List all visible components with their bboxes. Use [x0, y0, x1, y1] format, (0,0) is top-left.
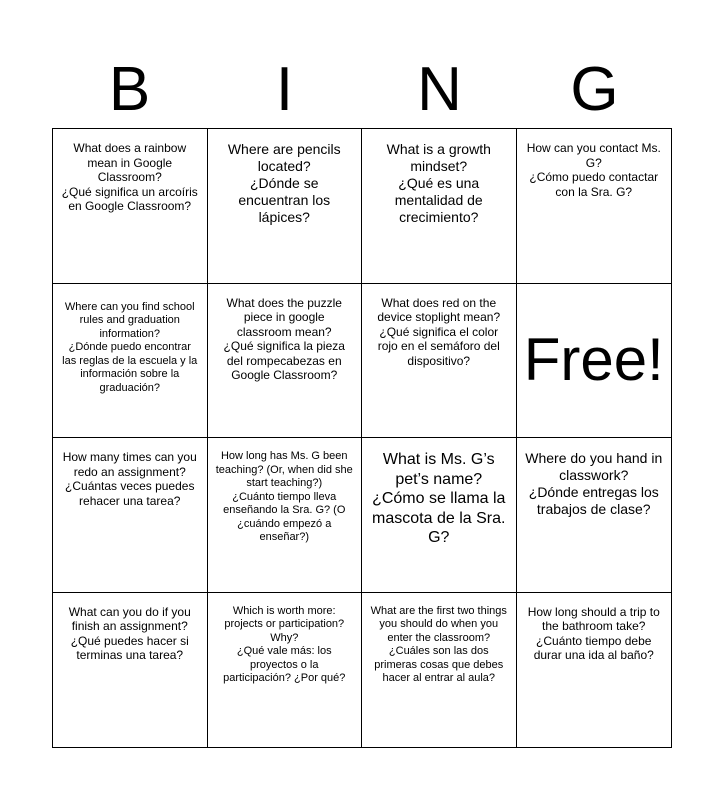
- bingo-cell[interactable]: What can you do if you finish an assignment? ¿Qué puedes hacer si terminas una tarea?: [53, 593, 208, 748]
- bingo-grid: [52, 128, 672, 748]
- bingo-cell[interactable]: How long has Ms. G been teaching? (Or, when did she start teaching?) ¿Cuánto tiempo lleva enseñando la Sra. G? (O ¿cuándo empezó a enseñar?): [208, 438, 363, 593]
- free-space-cell[interactable]: [517, 284, 672, 439]
- header-letter-g: G: [570, 55, 619, 124]
- bingo-cell[interactable]: Where do you hand in classwork? ¿Dónde entregas los trabajos de clase?: [517, 438, 672, 593]
- free-space-label: Free!: [523, 326, 664, 394]
- bingo-header: [52, 55, 672, 125]
- header-letter-n: N: [417, 55, 462, 124]
- bingo-cell[interactable]: What does the puzzle piece in google classroom mean? ¿Qué significa la pieza del rompecabezas en Google Classroom?: [208, 284, 363, 439]
- bingo-cell[interactable]: Which is worth more: projects or participation? Why? ¿Qué vale más: los proyectos o la participación? ¿Por qué?: [208, 593, 363, 748]
- header-letter-b: B: [108, 55, 151, 124]
- header-letter-i: I: [275, 55, 294, 124]
- bingo-cell[interactable]: What is a growth mindset? ¿Qué es una mentalidad de crecimiento?: [362, 129, 517, 284]
- bingo-cell[interactable]: Where can you find school rules and graduation information? ¿Dónde puedo encontrar las reglas de la escuela y la información sobre la graduación?: [53, 284, 208, 439]
- bingo-cell[interactable]: What are the first two things you should do when you enter the classroom? ¿Cuáles son las dos primeras cosas que debes hacer al entrar al aula?: [362, 593, 517, 748]
- bingo-cell[interactable]: How many times can you redo an assignment? ¿Cuántas veces puedes rehacer una tarea?: [53, 438, 208, 593]
- bingo-cell[interactable]: How can you contact Ms. G? ¿Cómo puedo contactar con la Sra. G?: [517, 129, 672, 284]
- bingo-cell[interactable]: What does a rainbow mean in Google Classroom? ¿Qué significa un arcoíris en Google Classroom?: [53, 129, 208, 284]
- bingo-cell[interactable]: How long should a trip to the bathroom take? ¿Cuánto tiempo debe durar una ida al baño?: [527, 604, 660, 662]
- bingo-cell[interactable]: What does red on the device stoplight mean? ¿Qué significa el color rojo en el semáforo del dispositivo?: [362, 284, 517, 439]
- bingo-cell[interactable]: Where are pencils located? ¿Dónde se encuentran los lápices?: [208, 129, 363, 284]
- bingo-cell[interactable]: What is Ms. G’s pet’s name? ¿Cómo se llama la mascota de la Sra. G?: [362, 438, 517, 593]
